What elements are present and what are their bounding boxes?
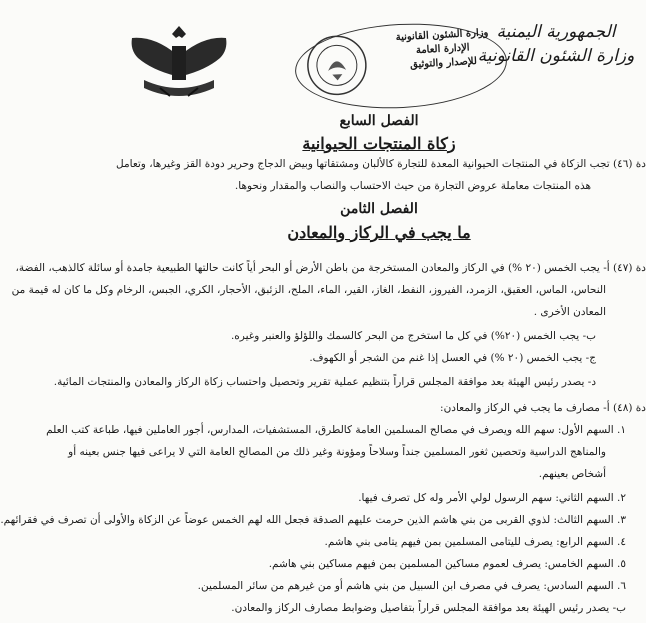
article-46-line-1: دة (٤٦) تجب الزكاة في المنتجات الحيوانية المعدة للتجارة كالألبان ومشتقاتها وبيض الدجاج وحرير دودة القز وغيرها، وتعامل bbox=[116, 158, 646, 170]
chapter-8-subtitle: ما يجب في الركاز والمعادن bbox=[287, 223, 471, 242]
article-48-intro: دة (٤٨) أ- مصارف ما يجب في الركاز والمعادن: bbox=[440, 402, 646, 414]
share-2: ٢. السهم الثاني: سهم الرسول لولي الأمر وله كل تصرف فيها. bbox=[358, 492, 626, 504]
article-47-b: ب- يجب الخمس (٢٠%) في كل ما استخرج من البحر كالسمك واللؤلؤ والعنبر وغيره. bbox=[230, 330, 596, 342]
letterhead-line-2: وزارة الشئون القانونية bbox=[477, 46, 635, 66]
stamp-line-3: للإصدار والتوثيق bbox=[409, 56, 478, 71]
article-47-c: ج- يجب الخمس (٢٠ %) في العسل إذا غنم من الشجر أو الكهوف. bbox=[309, 352, 596, 364]
share-1-line-3: أشخاص بعينهم. bbox=[538, 468, 606, 480]
share-6: ٦. السهم السادس: يصرف في مصرف ابن السبيل من بني هاشم أو من غيرهم من سائر المسلمين. bbox=[197, 580, 626, 592]
stamp-line-1: وزارة الشئون القانونية bbox=[395, 27, 489, 44]
share-4: ٤. السهم الرابع: يصرف لليتامى المسلمين بمن فيهم يتامى بني هاشم. bbox=[324, 536, 626, 548]
share-1-line-1: ١. السهم الأول: سهم الله ويصرف في مصالح المسلمين العامة كالطرق، المستشفيات، المدارس، أجور العاملين فيها، طباعة كتب العلم bbox=[46, 424, 626, 436]
article-46-line-2: هذه المنتجات معاملة عروض التجارة من حيث الاحتساب والنصاب والمقدار ونحوها. bbox=[234, 180, 591, 192]
official-stamp bbox=[293, 19, 509, 114]
share-3: ٣. السهم الثالث: لذوي القربى من بني هاشم الذين حرمت عليهم الصدقة فجعل الله لهم الخمس عوضاً عن الزكاة والأولى أن تصرف في فقرائهم. bbox=[0, 514, 626, 526]
article-47-a-line-3: المعادن الأخرى . bbox=[533, 306, 606, 318]
article-48-b: ب- يصدر رئيس الهيئة بعد موافقة المجلس قراراً بتفاصيل وضوابط مصارف الركاز والمعادن. bbox=[231, 602, 626, 614]
chapter-8-title: الفصل الثامن bbox=[340, 201, 418, 217]
article-47-d: د- يصدر رئيس الهيئة بعد موافقة المجلس قراراً بتنظيم عملية تقرير وتحصيل واحتساب زكاة الركاز والمعادن والمنتجات المائية. bbox=[53, 376, 596, 388]
article-47-a-line-1: دة (٤٧) أ- يجب الخمس (٢٠ %) في الركاز والمعادن المستخرجة من باطن الأرض أو البحر أياً كانت حالتها الطبيعية جامدة أو سائلة كالذهب، الفضة، bbox=[15, 262, 646, 274]
stamp-seal-icon bbox=[304, 33, 369, 98]
chapter-7-subtitle: زكاة المنتجات الحيوانية bbox=[302, 134, 456, 153]
article-47-a-line-2: النحاس، الماس، العقيق، الزمرد، الفيروز، النفط، الغاز، القير، الماء، الملح، الزئبق، الأحجار، الكري، الجبس، الرخام وكل ما كان له قيمة من bbox=[11, 284, 606, 296]
stamp-line-2: الإدارة العامة bbox=[415, 42, 470, 57]
chapter-7-title: الفصل السابع bbox=[339, 113, 419, 129]
eagle-emblem-icon bbox=[124, 18, 234, 108]
share-1-line-2: والمناهج الدراسية وتحصين ثغور المسلمين جنداً وسلاحاً ومؤونة وغير ذلك من المصالح العامة التي لا يراعى فيها جنس بعينه أو bbox=[68, 446, 606, 458]
stamp-text bbox=[395, 26, 490, 73]
share-5: ٥. السهم الخامس: يصرف لعموم مساكين المسلمين بمن فيهم مساكين بني هاشم. bbox=[268, 558, 626, 570]
letterhead-line-1: الجمهورية اليمنية bbox=[496, 22, 616, 42]
